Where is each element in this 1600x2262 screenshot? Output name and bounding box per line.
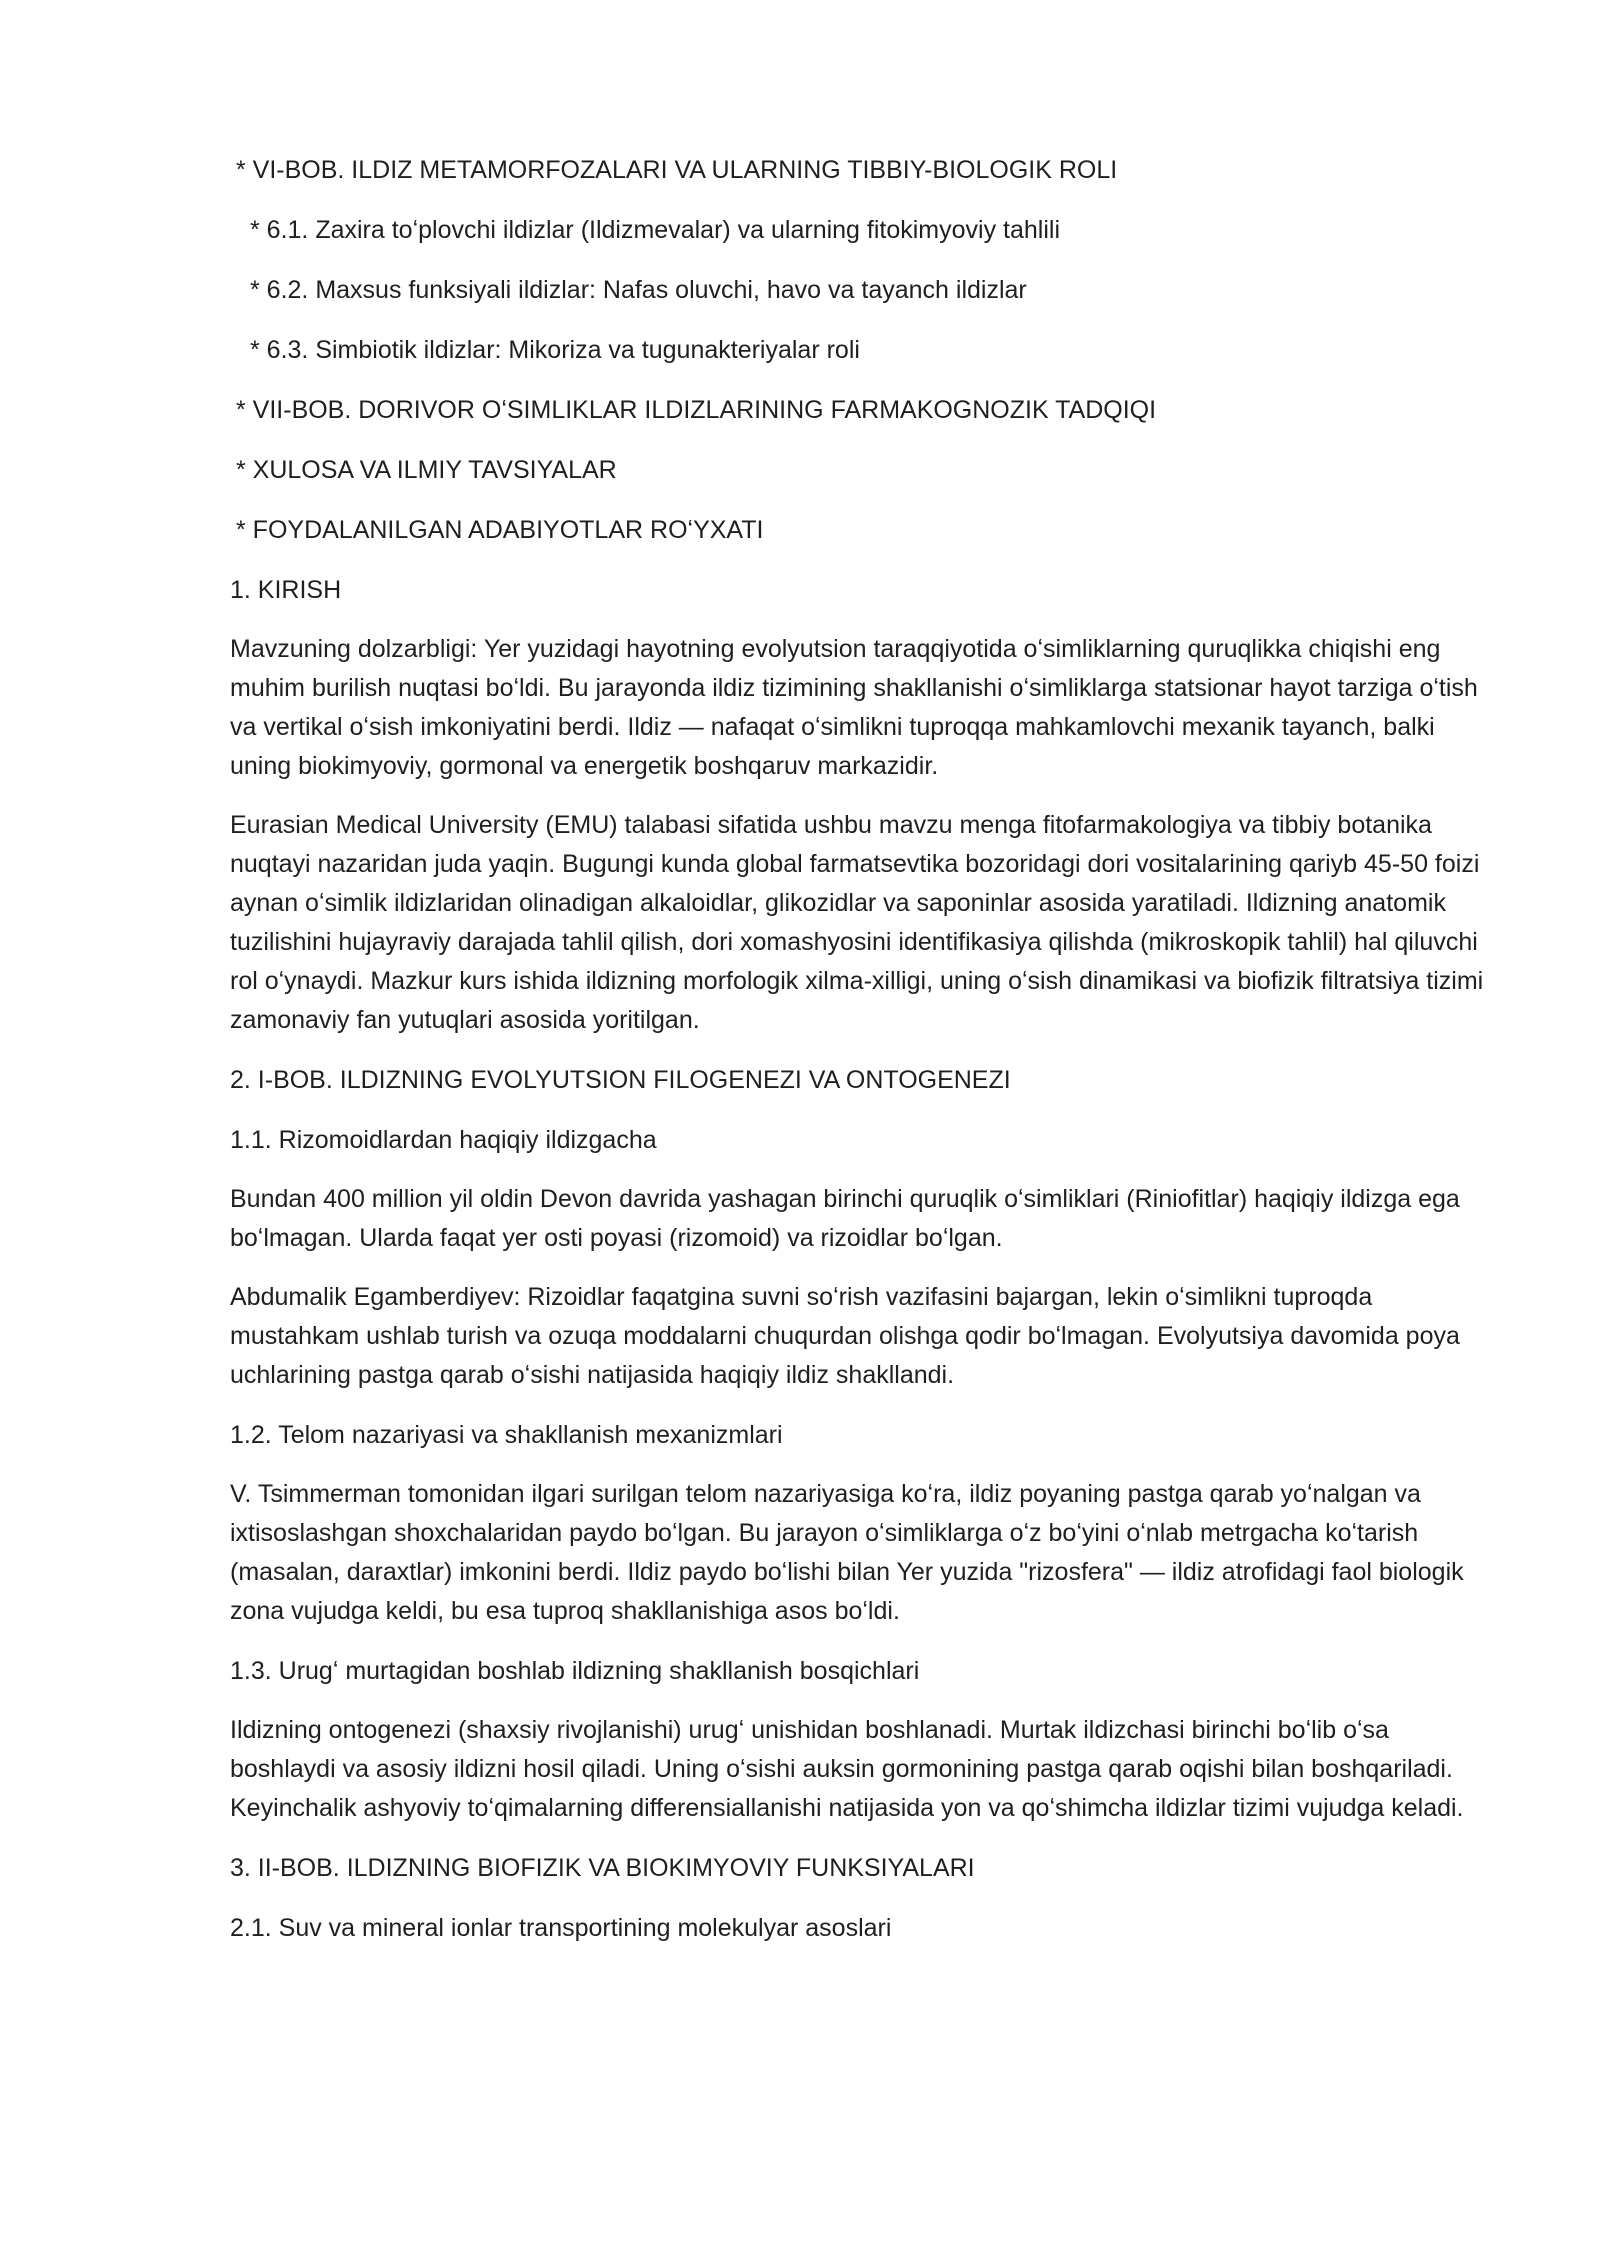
toc-item-6-3: * 6.3. Simbiotik ildizlar: Mikoriza va tugunakteriyalar roli (250, 336, 860, 364)
subsection-heading-1-2: 1.2. Telom nazariyasi va shakllanish mexanizmlari (230, 1421, 783, 1449)
toc-item-chapter-7: * VII-BOB. DORIVOR OʻSIMLIKLAR ILDIZLARINING FARMAKOGNOZIK TADQIQI (236, 396, 1157, 424)
paragraph-relevance: Mavzuning dolzarbligi: Yer yuzidagi hayotning evolyutsion taraqqiyotida oʻsimliklarning quruqlikka chiqishi eng muhim burilish nuqtasi boʻldi. Bu jarayonda ildiz tizimining shakllanishi oʻsimliklarga statsionar hayot tarziga oʻtish va vertikal oʻsish imkoniyatini berdi. Ildiz — nafaqat oʻsimlikni tuproqqa mahkamlovchi mexanik tayanch, balki uning biokimyoviy, gormonal va energetik boshqaruv markazidir. (230, 635, 1478, 780)
section-heading-kirish: 1. KIRISH (230, 576, 342, 604)
chapter-heading-1: 2. I-BOB. ILDIZNING EVOLYUTSION FILOGENEZI VA ONTOGENEZI (230, 1066, 1011, 1094)
toc-item-6-2: * 6.2. Maxsus funksiyali ildizlar: Nafas oluvchi, havo va tayanch ildizlar (250, 276, 1027, 304)
toc-item-6-1: * 6.1. Zaxira toʻplovchi ildizlar (Ildizmevalar) va ularning fitokimyoviy tahlili (250, 216, 1061, 244)
subsection-heading-1-3: 1.3. Urugʻ murtagidan boshlab ildizning shakllanish bosqichlari (230, 1657, 920, 1685)
toc-item-references: * FOYDALANILGAN ADABIYOTLAR ROʻYXATI (236, 516, 764, 544)
toc-item-chapter-6: * VI-BOB. ILDIZ METAMORFOZALARI VA ULARNING TIBBIY-BIOLOGIK ROLI (236, 156, 1118, 184)
document-content (230, 150, 1490, 1968)
paragraph-rizoidlar: Abdumalik Egamberdiyev: Rizoidlar faqatgina suvni soʻrish vazifasini bajargan, lekin oʻsimlikni tuproqda mustahkam ushlab turish va ozuqa moddalarni chuqurdan olishga qodir boʻlmagan. Evolyutsiya davomida poya uchlarining pastga qarab oʻsishi natijasida haqiqiy ildiz shakllandi. (230, 1283, 1460, 1389)
subsection-heading-2-1: 2.1. Suv va mineral ionlar transportining molekulyar asoslari (230, 1914, 892, 1942)
chapter-heading-2: 3. II-BOB. ILDIZNING BIOFIZIK VA BIOKIMYOVIY FUNKSIYALARI (230, 1854, 975, 1882)
toc-item-conclusion: * XULOSA VA ILMIY TAVSIYALAR (236, 456, 617, 484)
paragraph-emu: Eurasian Medical University (EMU) talabasi sifatida ushbu mavzu menga fitofarmakologiya va tibbiy botanika nuqtayi nazaridan juda yaqin. Bugungi kunda global farmatsevtika bozoridagi dori vositalarining qariyb 45-50 foizi aynan oʻsimlik ildizlaridan olinadigan alkaloidlar, glikozidlar va saponinlar asosida yaratiladi. Ildizning anatomik tuzilishini hujayraviy darajada tahlil qilish, dori xomashyosini identifikasiya qilishda (mikroskopik tahlil) hal qiluvchi rol oʻynaydi. Mazkur kurs ishida ildizning morfologik xilma-xilligi, uning oʻsish dinamikasi va biofizik filtratsiya tizimi zamonaviy fan yutuqlari asosida yoritilgan. (230, 811, 1484, 1034)
paragraph-ontogenez: Ildizning ontogenezi (shaxsiy rivojlanishi) urugʻ unishidan boshlanadi. Murtak ildizchasi birinchi boʻlib oʻsa boshlaydi va asosiy ildizni hosil qiladi. Uning oʻsishi auksin gormonining pastga qarab oqishi bilan boshqariladi. Keyinchalik ashyoviy toʻqimalarning differensiallanishi natijasida yon va qoʻshimcha ildizlar tizimi vujudga keladi. (230, 1716, 1464, 1822)
paragraph-devon: Bundan 400 million yil oldin Devon davrida yashagan birinchi quruqlik oʻsimliklari (Riniofitlar) haqiqiy ildizga ega boʻlmagan. Ularda faqat yer osti poyasi (rizomoid) va rizoidlar boʻlgan. (230, 1185, 1460, 1252)
subsection-heading-1-1: 1.1. Rizomoidlardan haqiqiy ildizgacha (230, 1126, 657, 1154)
paragraph-telom: V. Tsimmerman tomonidan ilgari surilgan telom nazariyasiga koʻra, ildiz poyaning pastga qarab yoʻnalgan va ixtisoslashgan shoxchalaridan paydo boʻlgan. Bu jarayon oʻsimliklarga oʻz boʻyini oʻnlab metrgacha koʻtarish (masalan, daraxtlar) imkonini berdi. Ildiz paydo boʻlishi bilan Yer yuzida "rizosfera" — ildiz atrofidagi faol biologik zona vujudga keldi, bu esa tuproq shakllanishiga asos boʻldi. (230, 1480, 1464, 1625)
